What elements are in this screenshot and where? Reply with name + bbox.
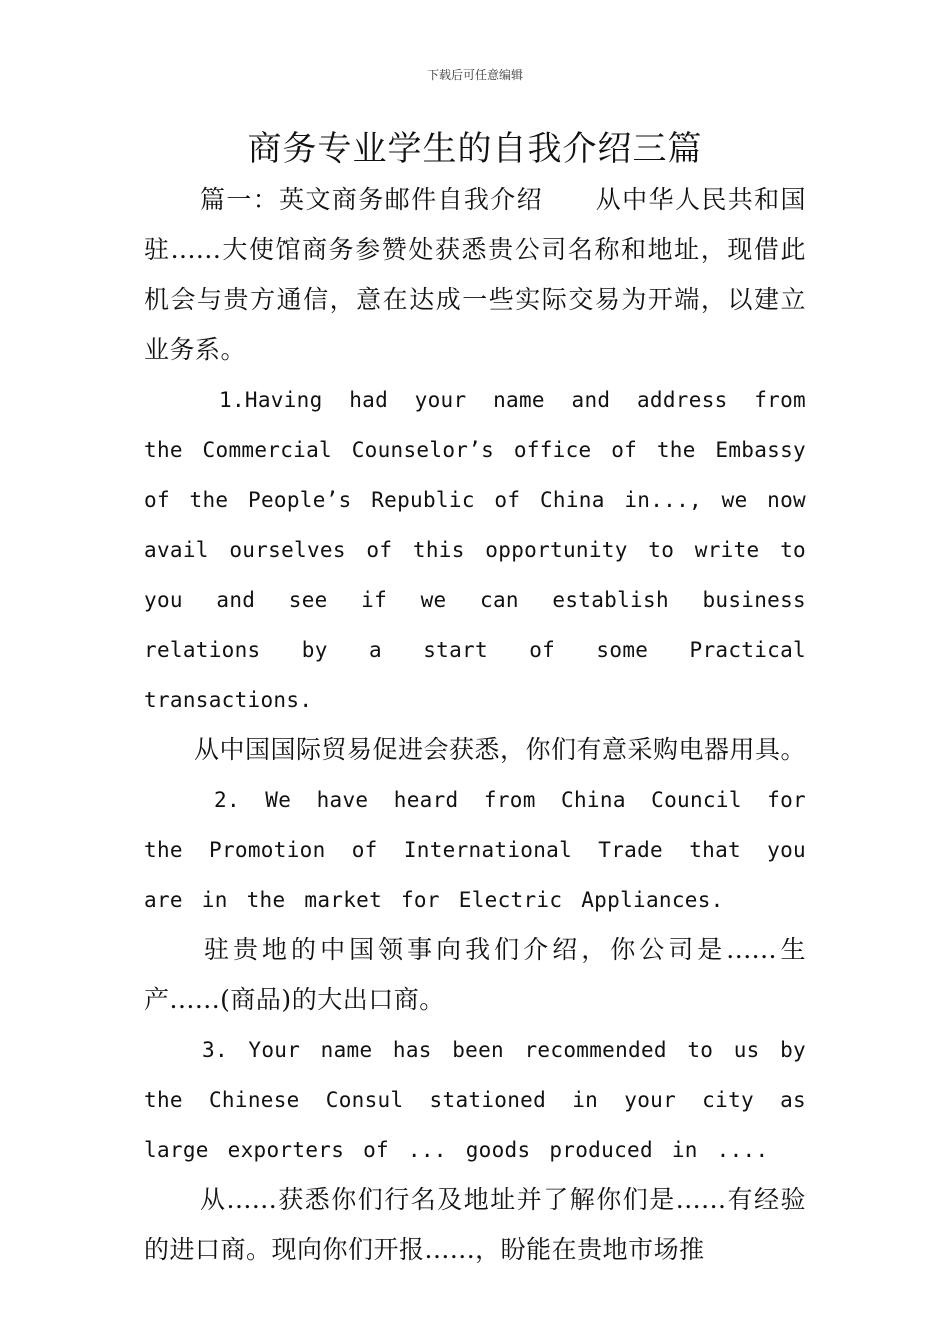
paragraph-example-1-en: 1.Having had your name and address from the Commercial Counselor’s office of the Embassy of the People’s Republic of China in..., we now avail ourselves of this opportunity to write to you and see if we can establish business relations by a start of some Practical transactions. <box>144 388 806 712</box>
paragraph-example-2-en: 2. We have heard from China Council for the Promotion of International Trade that you are in the market for Electric Appliances. <box>144 788 806 912</box>
paragraph-example-3-cn: 驻贵地的中国领事向我们介绍，你公司是......生产......(商品)的大出口商。 <box>144 935 806 1014</box>
document-title: 商务专业学生的自我介绍三篇 <box>247 129 703 169</box>
paragraph-example-4-cn: 从......获悉你们行名及地址并了解你们是......有经验的进口商。现向你们开报......，盼能在贵地市场推 <box>144 1185 806 1264</box>
header-note: 下载后可任意编辑 <box>426 68 523 82</box>
paragraph-example-2-cn: 从中国国际贸易促进会获悉，你们有意采购电器用具。 <box>194 735 807 764</box>
document-body <box>144 175 806 1275</box>
paragraph-example-3-en: 3. Your name has been recommended to us by the Chinese Consul stationed in your city as large exporters of ... goods produced in .... <box>144 1038 806 1162</box>
paragraph-intro-cn: 篇一：英文商务邮件自我介绍 从中华人民共和国驻......大使馆商务参赞处获悉贵公司名称和地址，现借此机会与贵方通信，意在达成一些实际交易为开端，以建立业务系。 <box>144 185 806 364</box>
